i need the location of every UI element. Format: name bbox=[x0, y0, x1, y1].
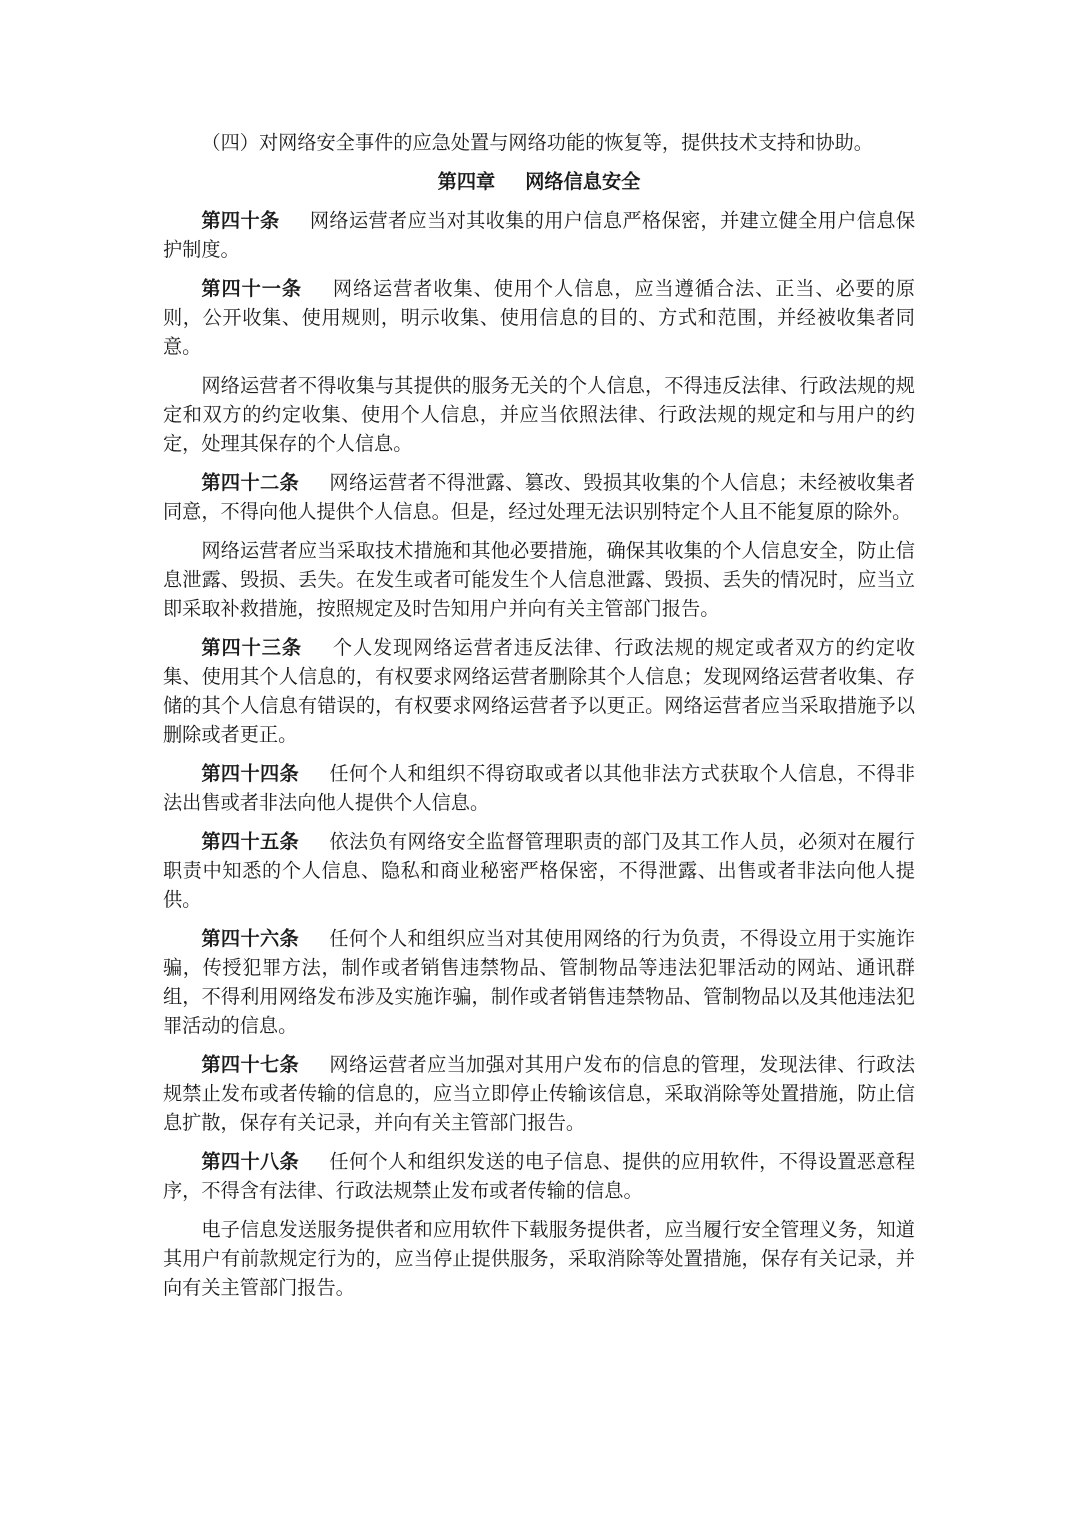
article-paragraph bbox=[163, 827, 915, 914]
article-label: 第四十八条 bbox=[201, 1150, 300, 1173]
article-text: 电子信息发送服务提供者和应用软件下载服务提供者，应当履行安全管理义务，知道其用户有前款规定行为的，应当停止提供服务，采取消除等处置措施，保存有关记录，并向有关主管部门报告。 bbox=[163, 1218, 915, 1299]
article-text: 依法负有网络安全监督管理职责的部门及其工作人员，必须对在履行职责中知悉的个人信息、隐私和商业秘密严格保密，不得泄露、出售或者非法向他人提供。 bbox=[163, 830, 916, 911]
article-subparagraph bbox=[163, 536, 915, 623]
article-subparagraph bbox=[163, 1215, 915, 1302]
article-paragraph bbox=[163, 274, 915, 361]
chapter-title: 网络信息安全 bbox=[525, 170, 641, 193]
chapter-heading bbox=[163, 167, 915, 196]
paragraph-item-4: （四）对网络安全事件的应急处置与网络功能的恢复等，提供技术支持和协助。 bbox=[201, 131, 873, 154]
article-text: 网络运营者应当加强对其用户发布的信息的管理，发现法律、行政法规禁止发布或者传输的信息的，应当立即停止传输该信息，采取消除等处置措施，防止信息扩散，保存有关记录，并向有关主管部门报告。 bbox=[163, 1053, 916, 1134]
article-subparagraph bbox=[163, 371, 915, 458]
chapter-number: 第四章 bbox=[437, 170, 496, 193]
article-text: 网络运营者不得泄露、篡改、毁损其收集的个人信息；未经被收集者同意，不得向他人提供个人信息。但是，经过处理无法识别特定个人且不能复原的除外。 bbox=[163, 471, 916, 523]
article-label: 第四十五条 bbox=[201, 830, 300, 853]
article-paragraph bbox=[163, 924, 915, 1040]
article-text: 网络运营者收集、使用个人信息，应当遵循合法、正当、必要的原则，公开收集、使用规则，明示收集、使用信息的目的、方式和范围，并经被收集者同意。 bbox=[163, 277, 915, 358]
document-body bbox=[163, 128, 915, 1312]
article-text: 个人发现网络运营者违反法律、行政法规的规定或者双方的约定收集、使用其个人信息的，有权要求网络运营者删除其个人信息；发现网络运营者收集、存储的其个人信息有错误的，有权要求网络运营者予以更正。网络运营者应当采取措施予以删除或者更正。 bbox=[163, 636, 915, 746]
article-label: 第四十条 bbox=[201, 209, 280, 232]
article-paragraph bbox=[163, 1050, 915, 1137]
article-label: 第四十四条 bbox=[201, 762, 300, 785]
article-label: 第四十三条 bbox=[201, 636, 302, 659]
article-paragraph bbox=[163, 1147, 915, 1205]
article-paragraph bbox=[163, 759, 915, 817]
article-label: 第四十七条 bbox=[201, 1053, 300, 1076]
article-label: 第四十六条 bbox=[201, 927, 300, 950]
article-text: 网络运营者不得收集与其提供的服务无关的个人信息，不得违反法律、行政法规的规定和双方的约定收集、使用个人信息，并应当依照法律、行政法规的规定和与用户的约定，处理其保存的个人信息。 bbox=[163, 374, 915, 455]
article-text: 任何个人和组织应当对其使用网络的行为负责，不得设立用于实施诈骗，传授犯罪方法，制作或者销售违禁物品、管制物品等违法犯罪活动的网站、通讯群组，不得利用网络发布涉及实施诈骗，制作或者销售违禁物品、管制物品以及其他违法犯罪活动的信息。 bbox=[163, 927, 916, 1037]
article-label: 第四十一条 bbox=[201, 277, 302, 300]
article-paragraph bbox=[163, 633, 915, 749]
article-list bbox=[163, 206, 915, 1302]
article-paragraph bbox=[163, 468, 915, 526]
article-label: 第四十二条 bbox=[201, 471, 300, 494]
article-paragraph bbox=[163, 206, 915, 264]
article-text: 网络运营者应当对其收集的用户信息严格保密，并建立健全用户信息保护制度。 bbox=[163, 209, 916, 261]
article-text: 任何个人和组织不得窃取或者以其他非法方式获取个人信息，不得非法出售或者非法向他人提供个人信息。 bbox=[163, 762, 916, 814]
article-text: 网络运营者应当采取技术措施和其他必要措施，确保其收集的个人信息安全，防止信息泄露、毁损、丢失。在发生或者可能发生个人信息泄露、毁损、丢失的情况时，应当立即采取补救措施，按照规定及时告知用户并向有关主管部门报告。 bbox=[163, 539, 915, 620]
article-text: 任何个人和组织发送的电子信息、提供的应用软件，不得设置恶意程序，不得含有法律、行政法规禁止发布或者传输的信息。 bbox=[163, 1150, 916, 1202]
